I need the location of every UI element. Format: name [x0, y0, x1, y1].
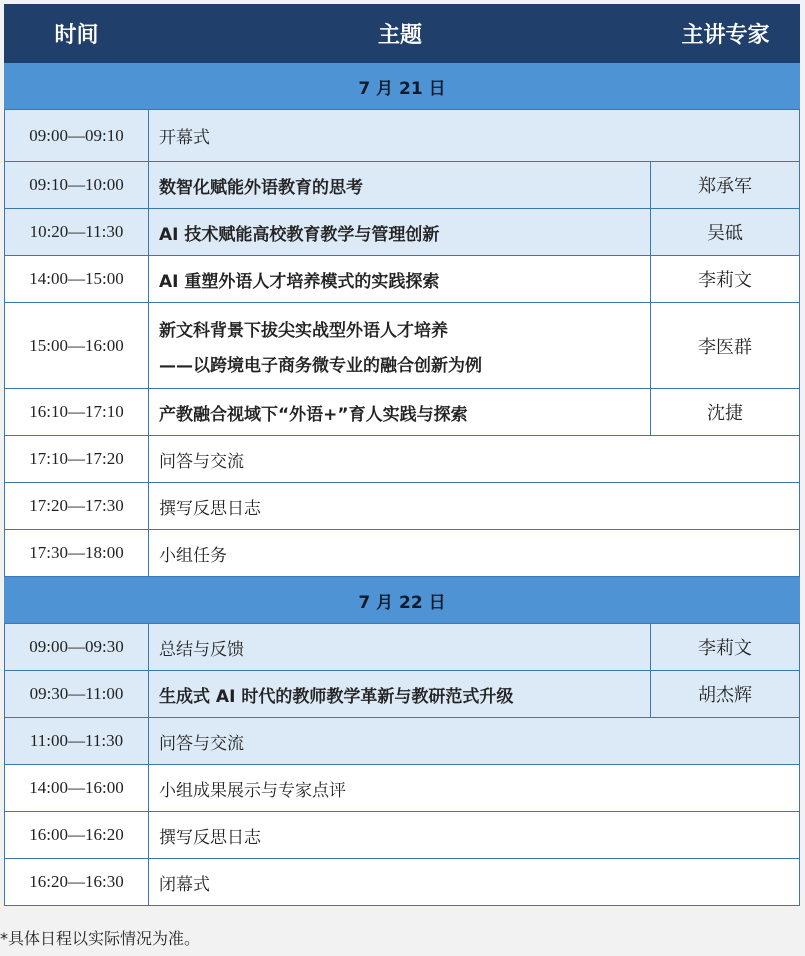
session-topic — [149, 859, 800, 905]
session-row — [4, 256, 800, 303]
session-speaker: 沈捷 — [651, 389, 800, 435]
session-speaker: 李莉文 — [651, 256, 800, 302]
session-speaker: 李医群 — [651, 303, 800, 388]
session-row — [4, 209, 800, 256]
session-time: 17:10—17:20 — [4, 436, 149, 482]
session-row — [4, 859, 800, 906]
session-topic — [149, 162, 651, 208]
session-time: 16:20—16:30 — [4, 859, 149, 905]
session-topic-line: 总结与反馈 — [159, 639, 244, 660]
session-time: 14:00—16:00 — [4, 765, 149, 811]
session-topic-line: 撰写反思日志 — [159, 498, 261, 519]
session-topic-line: 新文科背景下拔尖实战型外语人才培养 — [159, 320, 448, 341]
session-topic-line: 产教融合视域下“外语+”育人实践与探索 — [159, 404, 468, 425]
session-topic — [149, 718, 800, 764]
table-header — [4, 4, 800, 63]
session-time: 16:00—16:20 — [4, 812, 149, 858]
session-topic — [149, 671, 651, 717]
session-topic-line: 闭幕式 — [159, 874, 210, 895]
session-time: 17:30—18:00 — [4, 530, 149, 576]
session-row — [4, 530, 800, 577]
session-row — [4, 303, 800, 389]
session-topic — [149, 389, 651, 435]
session-topic — [149, 483, 800, 529]
header-topic: 主题 — [377, 22, 422, 48]
session-row — [4, 436, 800, 483]
header-time: 时间 — [54, 22, 99, 48]
day-header-row: 7 月 21 日 — [4, 63, 800, 110]
session-row — [4, 624, 800, 671]
session-topic-line: AI 重塑外语人才培养模式的实践探索 — [159, 271, 440, 292]
session-row — [4, 162, 800, 209]
session-topic — [149, 436, 800, 482]
session-topic-line: AI 技术赋能高校教育教学与管理创新 — [159, 224, 440, 245]
session-topic-line: 数智化赋能外语教育的思考 — [159, 177, 363, 198]
session-topic — [149, 303, 651, 388]
session-topic-line: ——以跨境电子商务微专业的融合创新为例 — [159, 355, 482, 376]
session-topic-line: 开幕式 — [159, 128, 210, 148]
session-time: 11:00—11:30 — [4, 718, 149, 764]
header-speaker: 主讲专家 — [681, 22, 770, 48]
day-header-row: 7 月 22 日 — [4, 577, 800, 624]
session-topic-line: 生成式 AI 时代的教师教学革新与教研范式升级 — [159, 686, 514, 707]
session-topic-line: 问答与交流 — [159, 733, 244, 754]
session-topic-line: 撰写反思日志 — [159, 827, 261, 848]
session-topic — [149, 765, 800, 811]
session-speaker: 吴砥 — [651, 209, 800, 255]
footnote: *具体日程以实际情况为准。 — [0, 929, 201, 948]
session-time: 09:00—09:10 — [4, 110, 149, 161]
session-row — [4, 110, 800, 162]
session-topic-line: 小组成果展示与专家点评 — [159, 780, 346, 801]
session-topic — [149, 256, 651, 302]
session-time: 09:00—09:30 — [4, 624, 149, 670]
session-time: 17:20—17:30 — [4, 483, 149, 529]
session-row — [4, 483, 800, 530]
session-time: 10:20—11:30 — [4, 209, 149, 255]
session-topic-line: 问答与交流 — [159, 451, 244, 472]
session-topic — [149, 530, 800, 576]
session-topic-line: 小组任务 — [159, 545, 227, 566]
table-body — [4, 63, 800, 906]
schedule-table — [4, 4, 800, 906]
session-topic — [149, 812, 800, 858]
session-topic — [149, 209, 651, 255]
session-topic — [149, 110, 800, 161]
session-time: 16:10—17:10 — [4, 389, 149, 435]
session-speaker: 郑承军 — [651, 162, 800, 208]
session-time: 09:10—10:00 — [4, 162, 149, 208]
session-row — [4, 812, 800, 859]
session-time: 09:30—11:00 — [4, 671, 149, 717]
session-time: 15:00—16:00 — [4, 303, 149, 388]
session-row — [4, 389, 800, 436]
session-time: 14:00—15:00 — [4, 256, 149, 302]
session-topic — [149, 624, 651, 670]
session-row — [4, 765, 800, 812]
session-speaker: 李莉文 — [651, 624, 800, 670]
session-speaker: 胡杰辉 — [651, 671, 800, 717]
session-row — [4, 671, 800, 718]
session-row — [4, 718, 800, 765]
